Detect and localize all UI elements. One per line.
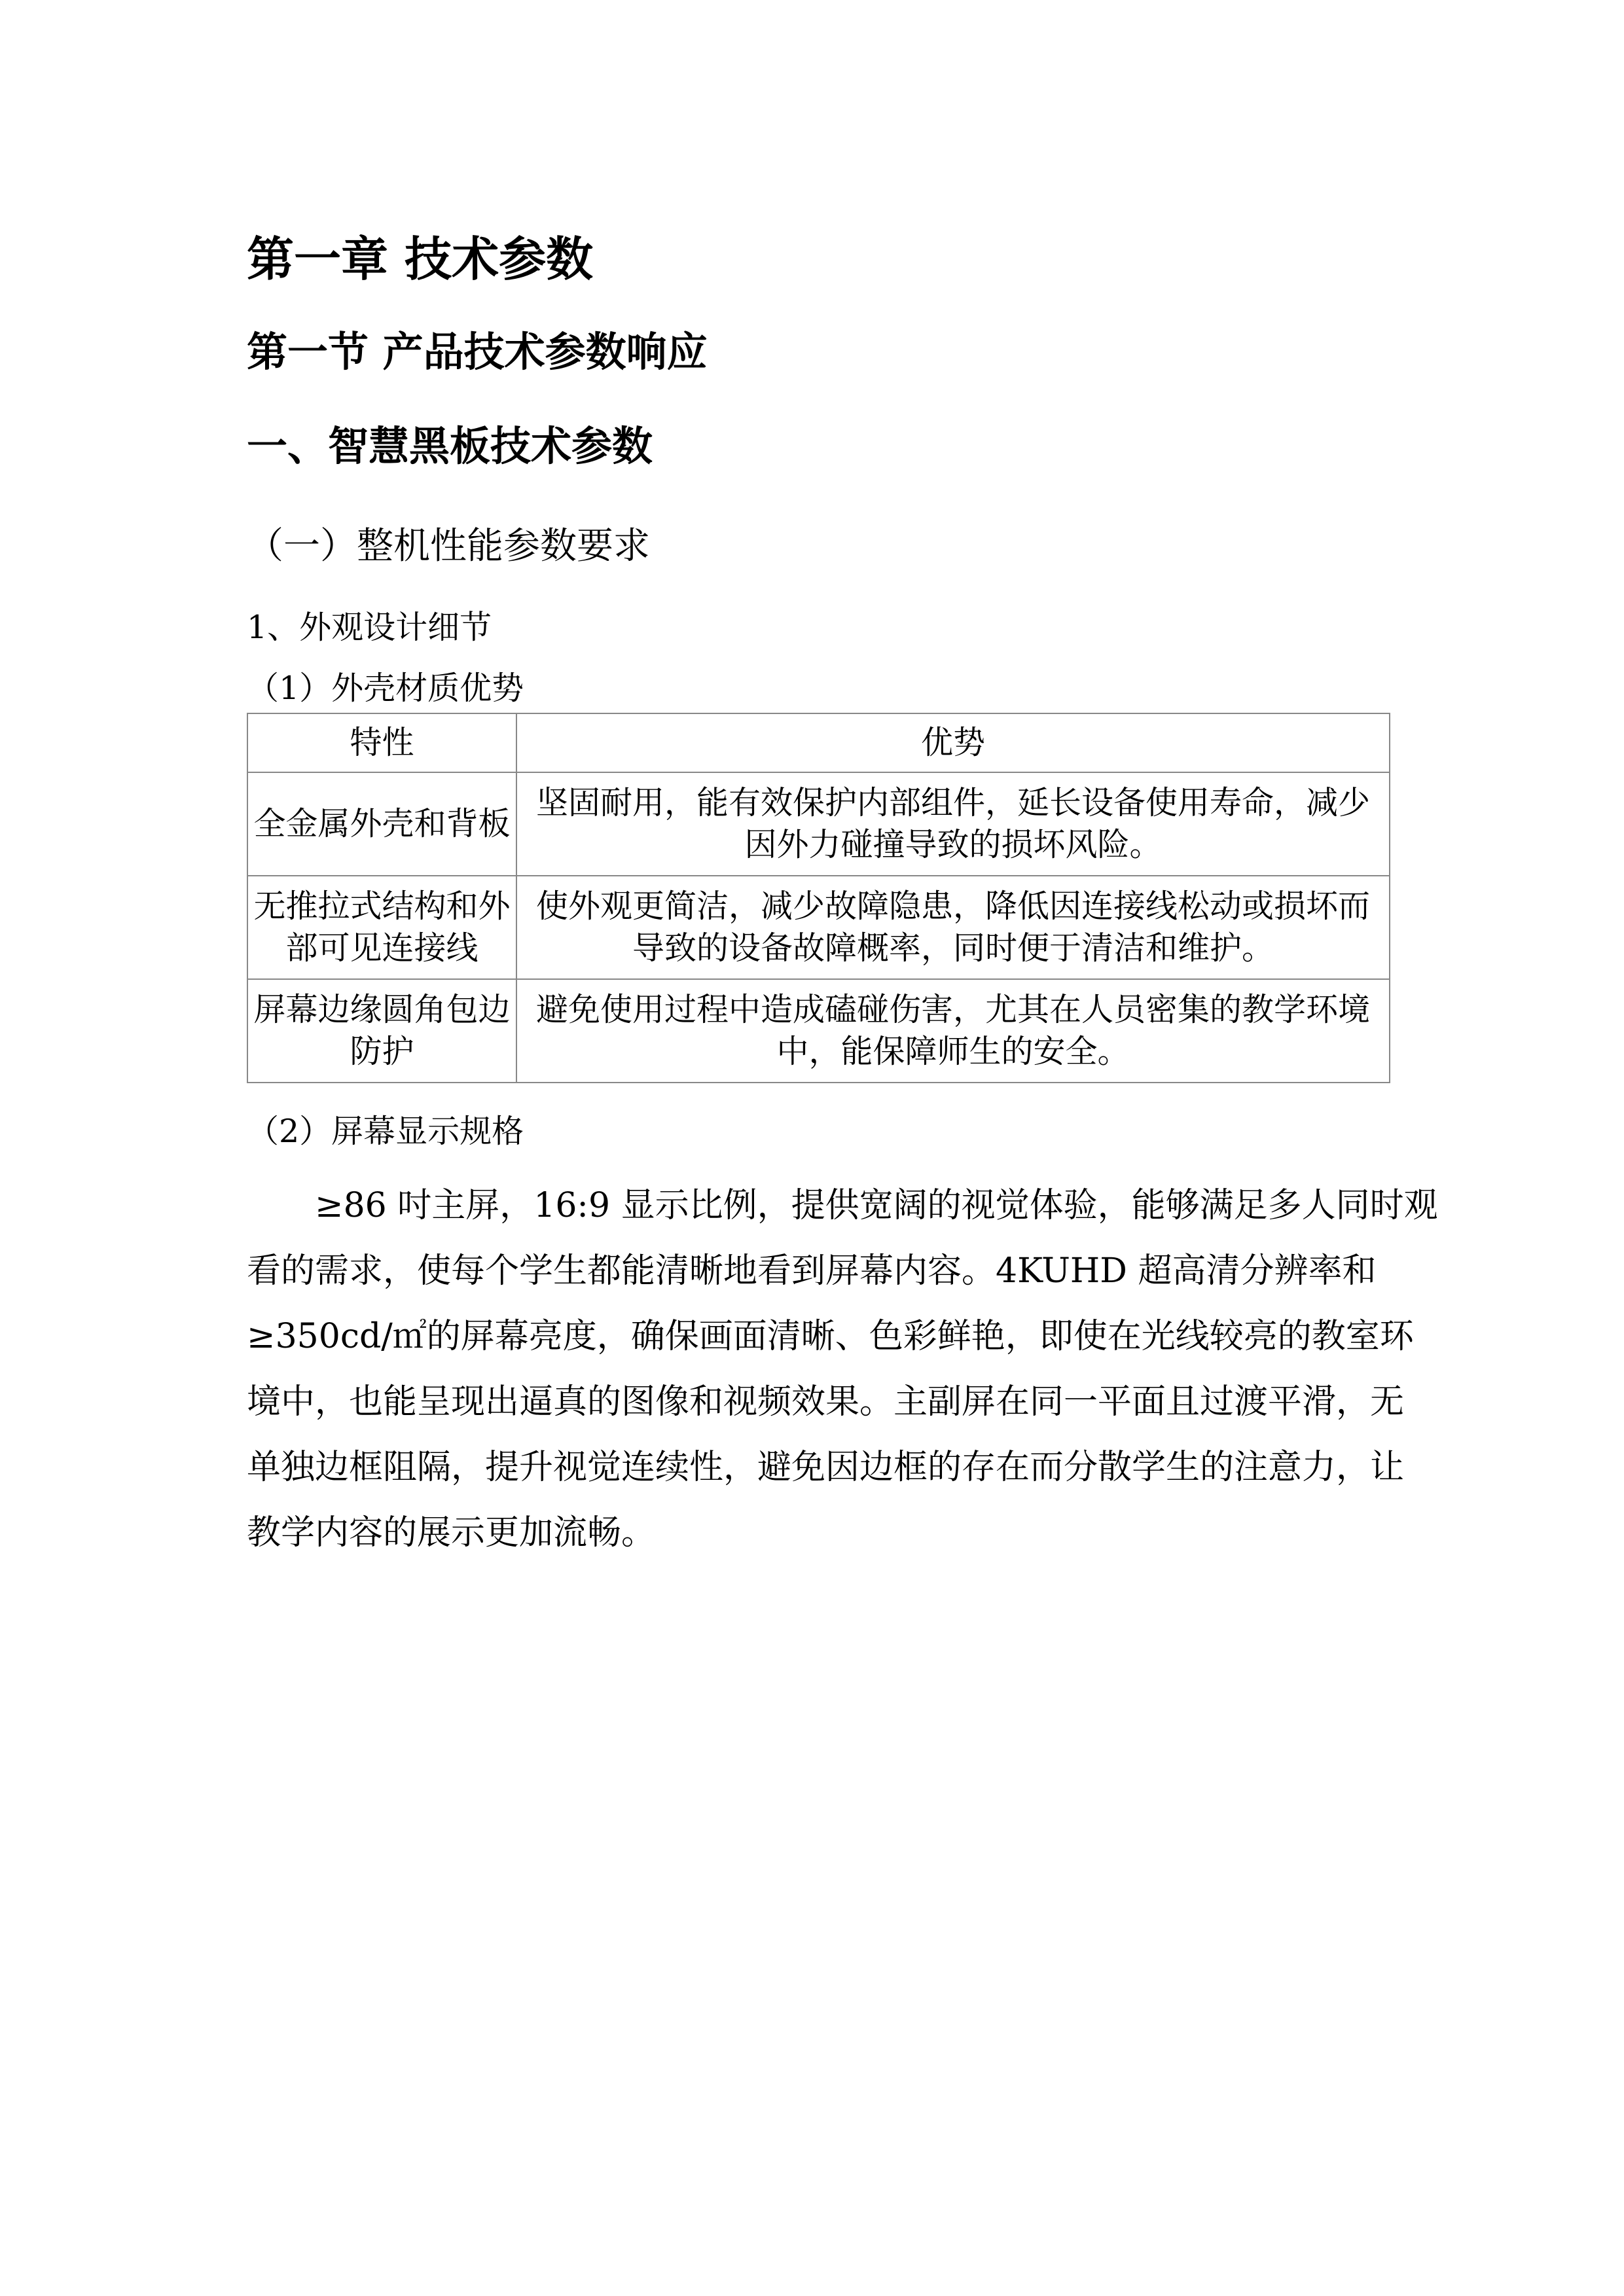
section-heading: 第一节 产品技术参数响应 bbox=[247, 328, 708, 376]
feature-cell bbox=[247, 979, 516, 1083]
cell-line: 全金属外壳和背板 bbox=[253, 805, 511, 842]
cell-line: 坚固耐用，能有效保护内部组件，延长设备使用寿命，减少 bbox=[535, 784, 1370, 821]
display-spec-paragraph bbox=[247, 1173, 1438, 1566]
paragraph-line: 看的需求，使每个学生都能清晰地看到屏幕内容。4KUHD 超高清分辨率和 bbox=[247, 1251, 1377, 1291]
cell-line: 避免使用过程中造成磕碰伤害，尤其在人员密集的教学环境 bbox=[535, 991, 1370, 1028]
item-heading: 1、外观设计细节 bbox=[247, 609, 492, 646]
shell-material-table bbox=[247, 713, 1390, 1083]
advantage-cell bbox=[516, 772, 1390, 876]
table-header-row bbox=[247, 713, 1390, 772]
cell-line: 无推拉式结构和外 bbox=[253, 888, 511, 925]
advantage-cell bbox=[516, 876, 1390, 979]
paragraph-line: 教学内容的展示更加流畅。 bbox=[247, 1513, 656, 1552]
cell-line: 因外力碰撞导致的损坏风险。 bbox=[744, 826, 1162, 863]
part-heading: （一）整机性能参数要求 bbox=[247, 525, 650, 567]
cell-line: 部可见连接线 bbox=[285, 929, 478, 967]
advantage-cell bbox=[516, 979, 1390, 1083]
cell-line: 屏幕边缘圆角包边 bbox=[253, 991, 511, 1028]
table-row bbox=[247, 876, 1390, 979]
feature-cell bbox=[247, 772, 516, 876]
feature-cell bbox=[247, 876, 516, 979]
subsection-heading: 一、智慧黑板技术参数 bbox=[247, 422, 653, 470]
table-row bbox=[247, 772, 1390, 876]
cell-line: 导致的设备故障概率，同时便于清洁和维护。 bbox=[632, 929, 1274, 967]
cell-line: 中，能保障师生的安全。 bbox=[776, 1033, 1130, 1070]
subitem-heading-1: （1）外壳材质优势 bbox=[247, 670, 524, 707]
paragraph-line: 单独边框阻隔，提升视觉连续性，避免因边框的存在而分散学生的注意力，让 bbox=[247, 1448, 1405, 1487]
cell-line: 防护 bbox=[350, 1033, 414, 1070]
header-advantage: 优势 bbox=[516, 713, 1390, 772]
table-row bbox=[247, 979, 1390, 1083]
paragraph-line: ≥86 吋主屏，16:9 显示比例，提供宽阔的视觉体验，能够满足多人同时观 bbox=[315, 1186, 1438, 1225]
paragraph-line: ≥350cd/㎡的屏幕亮度，确保画面清晰、色彩鲜艳，即使在光线较亮的教室环 bbox=[247, 1317, 1414, 1356]
cell-line: 使外观更简洁，减少故障隐患，降低因连接线松动或损坏而 bbox=[535, 888, 1370, 925]
chapter-heading: 第一章 技术参数 bbox=[247, 232, 594, 287]
header-feature: 特性 bbox=[247, 713, 516, 772]
subitem-heading-2: （2）屏幕显示规格 bbox=[247, 1113, 524, 1150]
paragraph-line: 境中，也能呈现出逼真的图像和视频效果。主副屏在同一平面且过渡平滑，无 bbox=[247, 1382, 1405, 1422]
